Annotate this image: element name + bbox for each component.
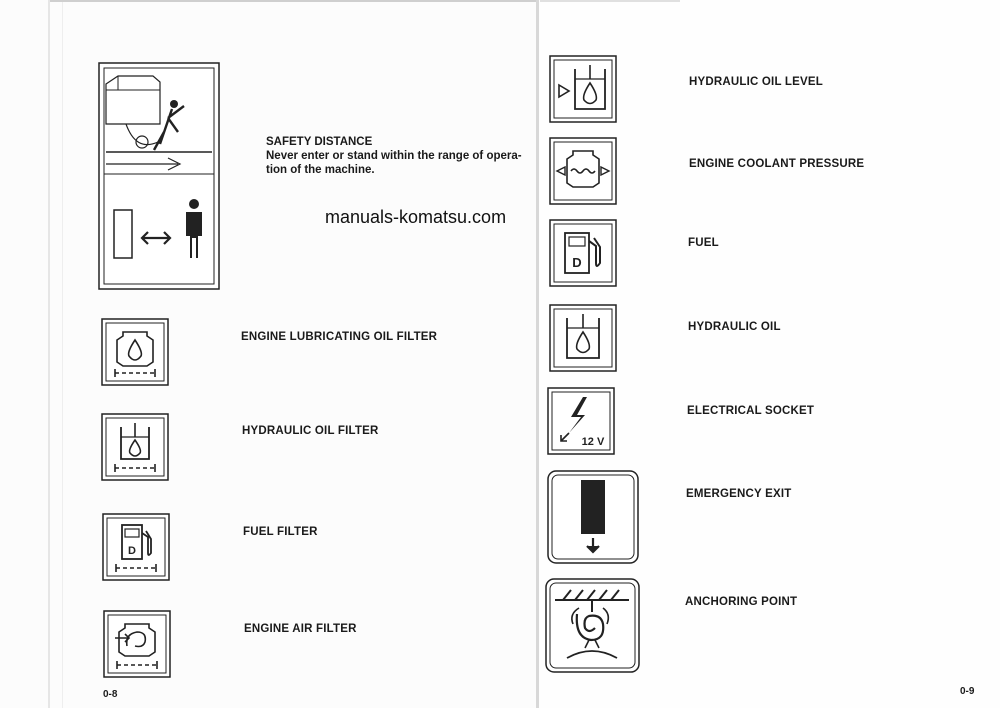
page-number-left: 0-8 [103, 689, 118, 700]
safety-distance-title: SAFETY DISTANCE [266, 136, 373, 148]
safety-distance-line-2: tion of the machine. [266, 164, 375, 176]
label-emergency-exit: EMERGENCY EXIT [686, 488, 792, 500]
label-fuel-filter: FUEL FILTER [243, 526, 318, 538]
page-edge-inner [62, 0, 63, 708]
fuel-filter-icon [102, 513, 170, 581]
label-engine-coolant-pressure: ENGINE COOLANT PRESSURE [689, 158, 865, 170]
safety-distance-line-1: Never enter or stand within the range of opera- [266, 150, 522, 162]
hydraulic-oil-level-icon [549, 55, 617, 123]
engine-oil-filter-icon [101, 318, 169, 386]
label-anchoring-point: ANCHORING POINT [685, 596, 798, 608]
electrical-socket-icon [547, 387, 615, 455]
page-gutter [536, 0, 539, 708]
watermark: manuals-komatsu.com [325, 207, 507, 227]
safety-distance-text [266, 135, 531, 177]
hydraulic-oil-filter-icon [101, 413, 169, 481]
svg-text:D: D [128, 545, 136, 557]
page-number-right: 0-9 [960, 686, 975, 697]
svg-text:D: D [572, 255, 582, 270]
emergency-exit-icon [547, 470, 639, 564]
label-hydraulic-oil-filter: HYDRAULIC OIL FILTER [242, 425, 379, 437]
page-edge [48, 0, 50, 708]
top-edge-right [540, 0, 680, 2]
label-fuel: FUEL [688, 237, 719, 249]
hydraulic-oil-icon [549, 304, 617, 372]
label-hydraulic-oil: HYDRAULIC OIL [688, 321, 781, 333]
label-engine-air-filter: ENGINE AIR FILTER [244, 623, 357, 635]
anchoring-point-icon [545, 578, 640, 673]
safety-distance-icon [98, 62, 220, 290]
label-engine-lubricating-oil-filter: ENGINE LUBRICATING OIL FILTER [241, 331, 438, 343]
engine-air-filter-icon [103, 610, 171, 678]
fuel-icon [549, 219, 617, 287]
electrical-socket-voltage: 12 V [581, 436, 605, 448]
engine-coolant-pressure-icon [549, 137, 617, 205]
top-edge-left [50, 0, 536, 2]
label-electrical-socket: ELECTRICAL SOCKET [687, 405, 815, 417]
label-hydraulic-oil-level: HYDRAULIC OIL LEVEL [689, 76, 823, 88]
